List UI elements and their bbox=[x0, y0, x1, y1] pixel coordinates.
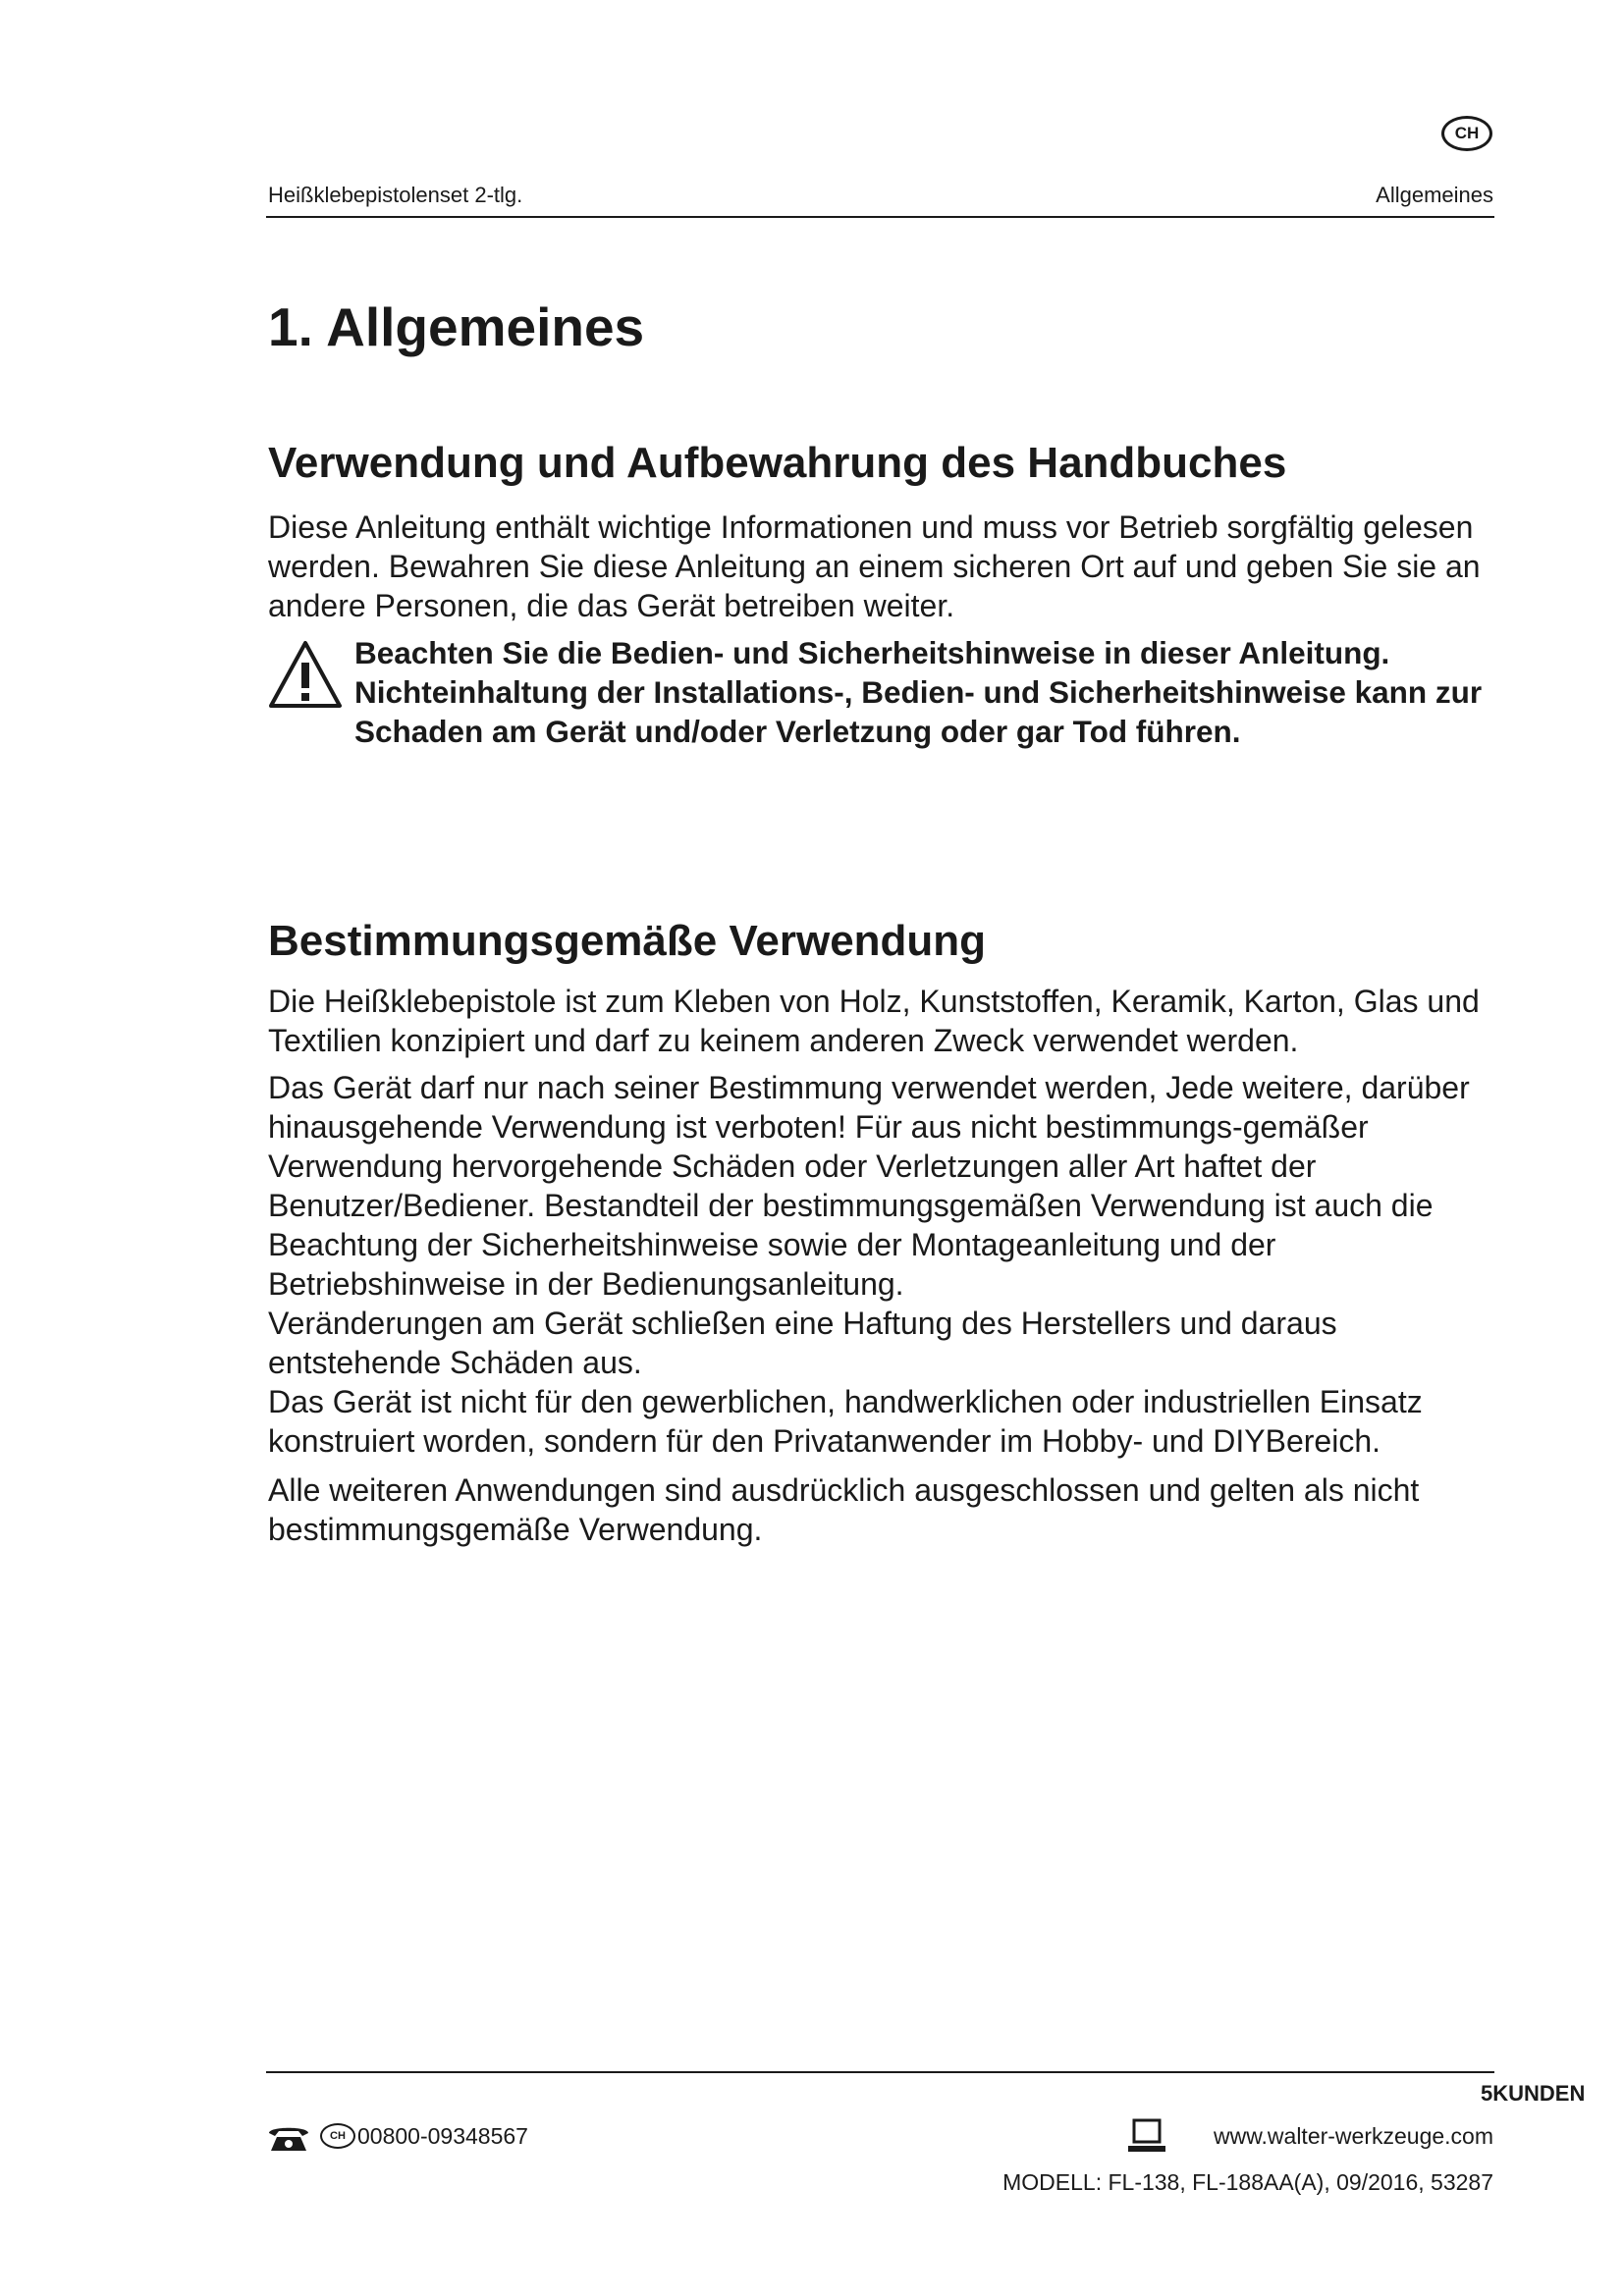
warning-note bbox=[268, 633, 1495, 751]
header-section-name: Allgemeines bbox=[1376, 183, 1493, 207]
website-link[interactable]: www.walter-werkzeuge.com bbox=[1213, 2123, 1493, 2149]
model-info: MODELL: FL-138, FL-188AA(A), 09/2016, 53287 bbox=[1002, 2169, 1493, 2195]
footer-divider bbox=[266, 2071, 1494, 2073]
section-heading-intended-use: Bestimmungsgemäße Verwendung bbox=[268, 916, 987, 965]
intended-use-paragraph: Die Heißklebepistole ist zum Kleben von Holz, Kunststoffen, Keramik, Karton, Glas und Textilien konzipiert und darf zu keinem anderen Zweck verwendet werden. bbox=[268, 983, 1480, 1058]
warning-text: Beachten Sie die Bedien- und Sicherheitshinweise in dieser Anleitung. Nichteinhaltung der Installations-, Bedien- und Sicherheitshinweise kann zur Schaden am Gerät und/oder Verletzung oder gar Tod führen. bbox=[354, 634, 1483, 749]
phone-icon bbox=[267, 2123, 310, 2153]
intended-use-paragraph: Das Gerät darf nur nach seiner Bestimmung verwendet werden, Jede weitere, darüber hinausgehende Verwendung ist verboten! Für aus nicht bestimmungs-gemäßer Verwendung hervorgehende Schäden oder Verletzungen aller Art haftet der Benutzer/Bediener. Bestandteil der bestimmungsgemäßen Verwendung ist auch die Beachtung der Sicherheitshinweise sowie der Montageanleitung und der Betriebshinweise in der Bedienungsanleitung. bbox=[268, 1069, 1470, 1302]
intended-use-paragraph: Das Gerät ist nicht für den gewerblichen, handwerklichen oder industriellen Einsatz konstruiert worden, sondern für den Privatanwender im Hobby- und DIYBereich. bbox=[268, 1383, 1423, 1459]
section-heading-usage: Verwendung und Aufbewahrung des Handbuches bbox=[268, 439, 1287, 487]
phone-country-badge: CH bbox=[320, 2123, 355, 2149]
intended-use-paragraph: Alle weiteren Anwendungen sind ausdrücklich ausgeschlossen und gelten als nicht bestimmungsgemäße Verwendung. bbox=[268, 1471, 1420, 1547]
laptop-icon bbox=[1127, 2118, 1166, 2154]
header-product-name: Heißklebepistolenset 2-tlg. bbox=[268, 183, 523, 207]
page-title: 1. Allgemeines bbox=[268, 296, 645, 357]
warning-triangle-icon bbox=[268, 639, 343, 710]
phone-number: 00800-09348567 bbox=[357, 2123, 528, 2149]
usage-paragraph: Diese Anleitung enthält wichtige Informationen und muss vor Betrieb sorgfältig gelesen werden. Bewahren Sie diese Anleitung an einem sicheren Ort auf und geben Sie sie an andere Personen, die das Gerät betreiben weiter. bbox=[268, 508, 1481, 623]
intended-use-paragraph: Veränderungen am Gerät schließen eine Haftung des Herstellers und daraus entstehende Schäden aus. bbox=[268, 1305, 1337, 1380]
header-divider bbox=[266, 216, 1494, 218]
footer-clipped-label: 5KUNDEN bbox=[1481, 2081, 1586, 2106]
country-badge: CH bbox=[1441, 116, 1492, 151]
page-content bbox=[268, 294, 1495, 1549]
